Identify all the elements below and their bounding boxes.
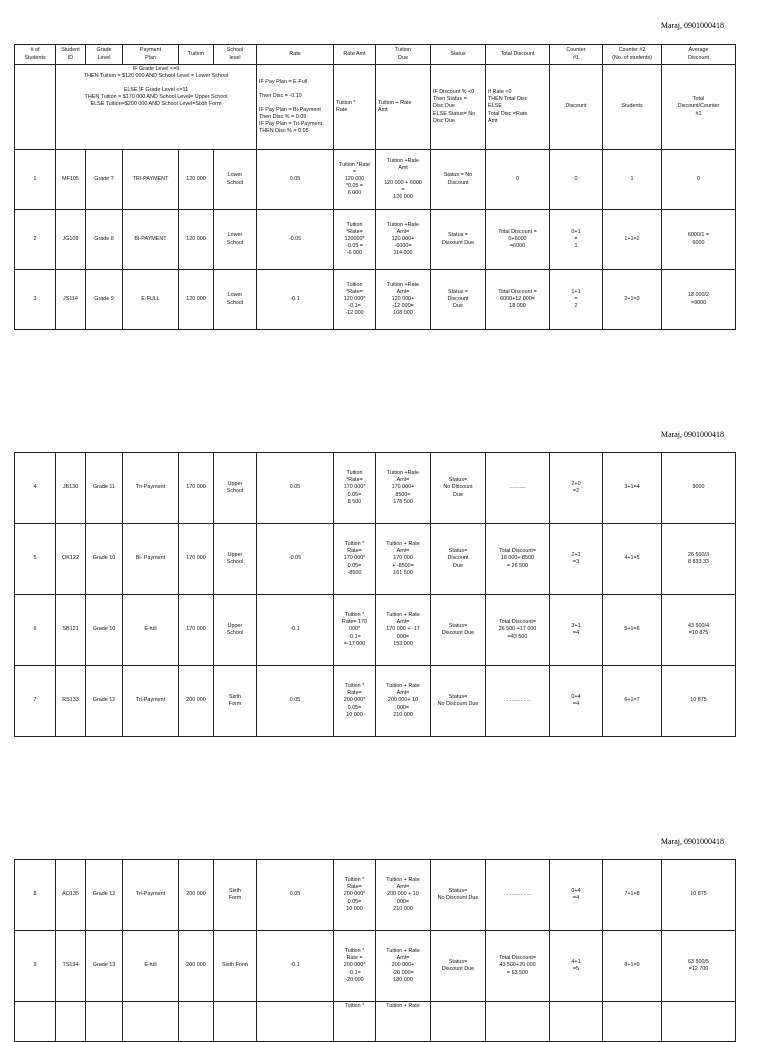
table-cell	[214, 1002, 257, 1042]
table-cell: Status= No Discount Due	[431, 666, 486, 737]
table-cell: Tuition + Rate Amt= 200 000+ -20 000= 180 000	[376, 931, 431, 1002]
column-header: Total Discount	[486, 45, 550, 65]
table-cell: Tuition * Rate= 170 000* -0.1= =-17 000	[334, 595, 376, 666]
table-cell: 0+1 = 1	[550, 210, 603, 270]
table-cell	[431, 1002, 486, 1042]
table-cell: Tuition + Rate Amt= 200 000+ 10 000= 210 000	[376, 666, 431, 737]
table-cell: Tuition * Rate= 170 000* 0.05= -8500	[334, 524, 376, 595]
table-row	[15, 1002, 736, 1042]
column-header: Status	[431, 45, 486, 65]
table-cell: 3+1 =4	[550, 595, 603, 666]
column-header: Counter #1	[550, 45, 603, 65]
table-cell: 120 000	[179, 150, 214, 210]
table-cell: Tri-Payment	[123, 666, 179, 737]
column-header: # of Students	[15, 45, 56, 65]
table-cell: Sixth Form	[214, 860, 257, 931]
table-cell: 9000	[662, 453, 736, 524]
column-header: Average Discount	[662, 45, 736, 65]
table-cell: 2	[15, 210, 56, 270]
table-cell: Status= Discount Due	[431, 524, 486, 595]
table-cell: 6+1=7	[603, 666, 662, 737]
table-row	[15, 931, 736, 1002]
table-row	[15, 666, 736, 737]
table-cell: 120 000	[179, 270, 214, 330]
table-cell: 7	[15, 666, 56, 737]
table-cell: Lower School	[214, 150, 257, 210]
table-cell: E-full	[123, 931, 179, 1002]
table-cell: JS114	[56, 270, 86, 330]
table-cell: 5	[15, 524, 56, 595]
table-cell: Sixth Form	[214, 666, 257, 737]
table-cell: 1	[603, 150, 662, 210]
counter1-rule: Discount	[550, 65, 603, 150]
table-cell	[179, 1002, 214, 1042]
table-cell: Grade 8	[86, 210, 123, 270]
table-cell: Total Discount= 43 500+20 000 = 63 500	[486, 931, 550, 1002]
table-cell: OK122	[56, 524, 86, 595]
table-cell	[257, 1002, 334, 1042]
table-row	[15, 595, 736, 666]
table-cell: Tuition *Rate= 120 000* -0.1= -12 000	[334, 270, 376, 330]
table-cell: Status = Discount Due	[431, 270, 486, 330]
table-cell	[550, 1002, 603, 1042]
counter2-rule: Students	[603, 65, 662, 150]
table-cell: 5+1=6	[603, 595, 662, 666]
table-cell: E-full	[123, 595, 179, 666]
table-cell: ..................	[486, 666, 550, 737]
table-cell: E-FULL	[123, 270, 179, 330]
table-cell: Total Discount= 26 500 +17 000 =43 500	[486, 595, 550, 666]
table-cell: Upper School	[214, 453, 257, 524]
table-cell: 200 000	[179, 931, 214, 1002]
tuition-table-page-2	[14, 452, 736, 737]
column-header: Counter #2 (No. of students)	[603, 45, 662, 65]
table-row	[15, 860, 736, 931]
table-cell: 6000/1 = 6000	[662, 210, 736, 270]
table-cell: 0	[550, 150, 603, 210]
table-cell: ...........	[486, 453, 550, 524]
table-cell: 1+1=2	[603, 210, 662, 270]
table-cell: Tuition *	[334, 1002, 376, 1042]
table-cell: Tuition + Rate Amt= 170 000 + -8500= 161 500	[376, 524, 431, 595]
table-cell: Tuition * Rate= 200 000* 0.05= 10 000	[334, 666, 376, 737]
table-cell	[123, 1002, 179, 1042]
table-cell: AO135	[56, 860, 86, 931]
table-cell	[15, 1002, 56, 1042]
column-header: Payment Plan	[123, 45, 179, 65]
table-cell: Grade 9	[86, 270, 123, 330]
table-cell: Tuition +Rate Amt= 120 000+ -6000= 114 000	[376, 210, 431, 270]
table-row	[15, 150, 736, 210]
table-cell: 0+4 =4	[550, 860, 603, 931]
table-cell: Tuition + Rate Amt= 170 000 + -17 000= 153 000	[376, 595, 431, 666]
table-cell: SB121	[56, 595, 86, 666]
table-cell: 4	[15, 453, 56, 524]
table-cell: Lower School	[214, 210, 257, 270]
table-cell: Tuition * Rate= 200 000* 0.05= 10 000	[334, 860, 376, 931]
table-row	[15, 453, 736, 524]
table-cell: Tuition + Rate Amt= 200 000 + 10 000= 210 000	[376, 860, 431, 931]
page-header: Maraj, 0901000418	[660, 21, 724, 30]
table-cell: 170 000	[179, 595, 214, 666]
table-cell: 200 000	[179, 860, 214, 931]
table-cell: 1+1 = 2	[550, 270, 603, 330]
table-cell: Tuition +Rate Amt 120 000 + 6000 = 126 000	[376, 150, 431, 210]
column-header: Tuition Due	[376, 45, 431, 65]
table-cell	[56, 1002, 86, 1042]
total-discount-rule: If Rate <0 THEN Total Disc ELSE Total Disc =Rate Amt	[486, 65, 550, 150]
table-cell	[86, 1002, 123, 1042]
rows-page-3	[15, 860, 736, 1042]
page-header: Maraj, 0901000418	[660, 837, 724, 846]
table-cell: Status = No Discount	[431, 150, 486, 210]
column-header: Rate	[257, 45, 334, 65]
table-row	[15, 210, 736, 270]
table-cell: -0.05	[257, 524, 334, 595]
table-cell: 200 000	[179, 666, 214, 737]
table-cell: Tuition + Rate	[376, 1002, 431, 1042]
table-cell: Total Discount = 6000+12 000= 18 000	[486, 270, 550, 330]
table-cell: JG109	[56, 210, 86, 270]
table-cell: Tuition *Rate= 170 000* 0.05= 8 500	[334, 453, 376, 524]
table-cell: 2+1=3	[603, 270, 662, 330]
table-cell: Status= No Discount Due	[431, 453, 486, 524]
table-row	[15, 524, 736, 595]
table-cell: 0+4 =4	[550, 666, 603, 737]
table-cell: Bi- Payment	[123, 524, 179, 595]
table-cell: MF105	[56, 150, 86, 210]
table-cell: 4+1=5	[603, 524, 662, 595]
table-cell: Tri-Payment	[123, 860, 179, 931]
status-rule: IF Discount % <0 Then Status = Disc Due ELSE Status= No Disc Due	[431, 65, 486, 150]
table-cell: 9	[15, 931, 56, 1002]
table-cell: Tuition *Rate= 120000* -0.05 = -6 000	[334, 210, 376, 270]
table-cell: Grade 11	[86, 453, 123, 524]
table-cell: 0.05	[257, 666, 334, 737]
formula-cell-students	[15, 65, 56, 150]
formula-row	[15, 65, 736, 150]
table-cell: Tri-Payment	[123, 453, 179, 524]
table-cell: 43 500/4 =10 875	[662, 595, 736, 666]
table-cell: Grade 13	[86, 931, 123, 1002]
table-cell: 6	[15, 595, 56, 666]
table-cell	[486, 1002, 550, 1042]
table-cell: 7+1=8	[603, 860, 662, 931]
table-cell	[603, 1002, 662, 1042]
table-row	[15, 270, 736, 330]
table-cell: -0.1	[257, 270, 334, 330]
table-cell: Upper School	[214, 595, 257, 666]
table-cell: 120 000	[179, 210, 214, 270]
column-header: Rate Amt	[334, 45, 376, 65]
table-cell: 18 000/2 =9000	[662, 270, 736, 330]
column-header: School level	[214, 45, 257, 65]
table-cell: -0.1	[257, 931, 334, 1002]
table-cell: 170 000	[179, 524, 214, 595]
table-cell: TRI-PAYMENT	[123, 150, 179, 210]
table-cell: 8	[15, 860, 56, 931]
table-cell: Status = Discount Due	[431, 210, 486, 270]
table-cell: 26 500/3 8 833.33	[662, 524, 736, 595]
table-cell: -0.1	[257, 595, 334, 666]
table-cell: Status= Discount Due	[431, 595, 486, 666]
rate-amt-rule: Tuition * Rate	[334, 65, 376, 150]
table-cell: Tuition +Rate Amt= 120 000+ -12 000= 108 000	[376, 270, 431, 330]
table-cell: Grade 12	[86, 860, 123, 931]
table-cell: 3+1=4	[603, 453, 662, 524]
page-header: Maraj, 0901000418	[660, 430, 724, 439]
table-cell: 1	[15, 150, 56, 210]
table-cell: Tuition *Rate = 120 000 *0.05 = 6 000	[334, 150, 376, 210]
table-cell: 10 875	[662, 860, 736, 931]
table-cell: ..................	[486, 860, 550, 931]
table-cell: Upper School	[214, 524, 257, 595]
table-cell: 170 000	[179, 453, 214, 524]
table-cell: 0	[662, 150, 736, 210]
table-cell: Grade 12	[86, 666, 123, 737]
table-cell	[662, 1002, 736, 1042]
table-cell: 0.05	[257, 453, 334, 524]
table-cell: Lower School	[214, 270, 257, 330]
table-cell: Grade 10	[86, 524, 123, 595]
rows-page-2	[15, 453, 736, 737]
table-cell: Grade 10	[86, 595, 123, 666]
table-cell: Sixth Form	[214, 931, 257, 1002]
table-cell: Tuition +Rate Amt= 170 000+ 8500= 178 500	[376, 453, 431, 524]
table-cell: 0	[486, 150, 550, 210]
table-cell: Total Discount = 0+6000 =6000	[486, 210, 550, 270]
table-cell: Status= No Discount Due	[431, 860, 486, 931]
tuition-due-rule: Tuition + Rate Amt	[376, 65, 431, 150]
table-cell: 63 500/5 =12 700	[662, 931, 736, 1002]
tuition-rule: IF Grade Level <=9 THEN Tuition = $120 000 AND School Level = Lower School ELSE IF Grade Level <=11 THEN Tuition = $170 000 AND School Level= Upper School ELSE Tuition=$200 000 AND School Level=Sixth Form	[56, 65, 257, 150]
table-cell: 3	[15, 270, 56, 330]
tuition-table-page-3	[14, 859, 736, 1042]
table-cell: 2+0 =2	[550, 453, 603, 524]
column-header: Grade Level	[86, 45, 123, 65]
table-cell: TS134	[56, 931, 86, 1002]
table-cell: 2+1 =3	[550, 524, 603, 595]
column-header: Student ID	[56, 45, 86, 65]
table-cell: BI-PAYMENT	[123, 210, 179, 270]
table-cell: -0.05	[257, 210, 334, 270]
table-cell: 0.05	[257, 150, 334, 210]
tuition-table-page-1	[14, 44, 736, 330]
rows-page-1	[15, 150, 736, 330]
table-cell: Tuition * Rate = 200 000* -0.1= -20 000	[334, 931, 376, 1002]
table-cell: RS133	[56, 666, 86, 737]
header-row	[15, 45, 736, 65]
column-header: Tuition	[179, 45, 214, 65]
table-cell: 0.05	[257, 860, 334, 931]
table-cell: 4+1 =5	[550, 931, 603, 1002]
average-rule: Total Discount/Counter #1	[662, 65, 736, 150]
table-cell: Status= Discount Due	[431, 931, 486, 1002]
table-cell: Grade 7	[86, 150, 123, 210]
table-cell: 10 875	[662, 666, 736, 737]
rate-rule: IF Pay Plan = E-Full Then Disc = -0.10 IF Pay Plan = Bi-Payment Then Disc % = 0.05 IF Pay Plan = Tri-Payment THEN Disc % = 0.05	[257, 65, 334, 150]
table-cell: Total Discount= 18 000+ 8500 = 26 500	[486, 524, 550, 595]
table-cell: JB130	[56, 453, 86, 524]
table-cell: 8+1=9	[603, 931, 662, 1002]
